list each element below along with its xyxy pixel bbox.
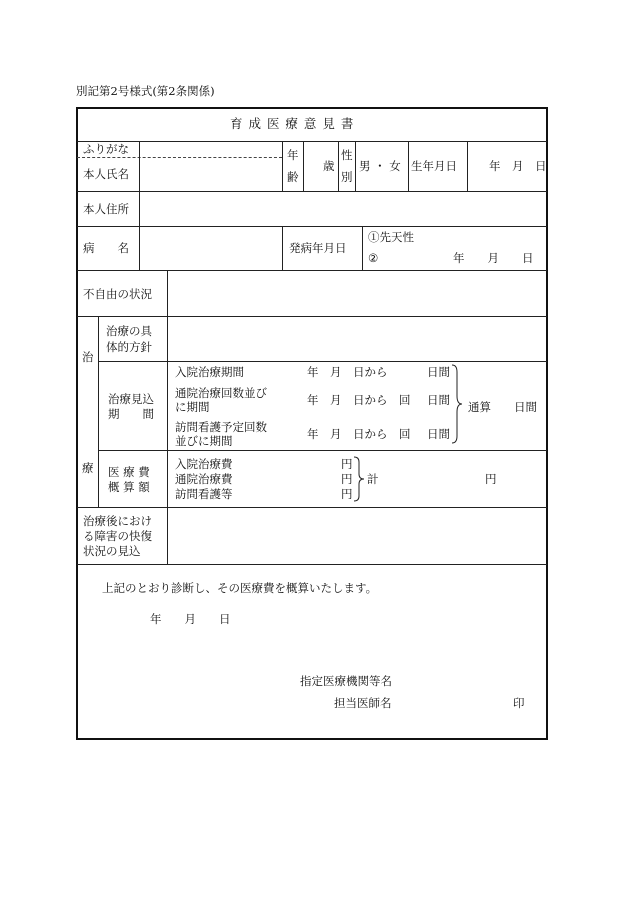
form-header-note: 別記第2号様式(第2条関係): [76, 84, 215, 98]
birthdate-label: 生年月日: [411, 159, 457, 173]
address-label: 本人住所: [83, 202, 129, 216]
visiting-period-label-top: 訪問看護予定回数: [175, 420, 267, 434]
cost-label-top: 医 療 費: [108, 465, 150, 479]
inpatient-cost-label: 入院治療費: [175, 457, 233, 471]
treatment-label-bottom: 療: [82, 461, 94, 475]
onset-left-divider: [282, 226, 283, 270]
cost-total-label: 計: [367, 472, 379, 486]
outpatient-period-from[interactable]: 年 月 日から 回: [307, 393, 411, 407]
cost-brace: [353, 456, 365, 502]
prognosis-label-line-2: る障害の快復: [83, 529, 152, 543]
onset-label: 発病年月日: [289, 241, 347, 255]
inpatient-period-label: 入院治療期間: [175, 365, 244, 379]
age-label-bottom: 齢: [287, 170, 299, 184]
furigana-divider: [77, 157, 282, 158]
treatment-column-divider: [98, 316, 99, 507]
declaration-text: 上記のとおり診断し、その医療費を概算いたします。: [102, 581, 378, 595]
furigana-label: ふりがな: [83, 142, 129, 156]
title-divider: [77, 141, 547, 142]
sex-label-bottom: 別: [341, 170, 353, 184]
period-label-top: 治療見込: [108, 392, 154, 406]
sex-left-divider: [338, 141, 339, 191]
age-label-top: 年: [287, 148, 299, 162]
seal-mark: 印: [513, 696, 525, 710]
label-column-divider: [167, 270, 168, 564]
policy-row-divider: [98, 361, 547, 362]
age-left-divider: [282, 141, 283, 191]
inpatient-period-days: 日間: [427, 365, 450, 379]
period-brace: [451, 364, 463, 444]
visiting-period-label-bottom: 並びに期間: [175, 434, 233, 448]
period-row-divider: [98, 450, 547, 451]
disability-row-divider: [77, 316, 547, 317]
form-title: 育 成 医 療 意 見 書: [230, 116, 355, 131]
age-unit: 歳: [323, 159, 335, 173]
inpatient-cost-unit: 円: [341, 457, 353, 471]
cost-label-bottom: 概 算 額: [108, 480, 150, 494]
birthdate-placeholder[interactable]: 年 月 日: [489, 159, 547, 173]
visiting-cost-label: 訪問看護等: [175, 487, 233, 501]
doctor-label: 担当医師名: [334, 696, 392, 710]
visiting-period-days: 日間: [427, 427, 450, 441]
inpatient-period-from[interactable]: 年 月 日から: [307, 365, 388, 379]
prognosis-row-divider: [77, 564, 547, 565]
outpatient-cost-unit: 円: [341, 472, 353, 486]
sex-label-top: 性: [341, 148, 353, 162]
outpatient-period-label-top: 通院治療回数並び: [175, 386, 267, 400]
visiting-period-from[interactable]: 年 月 日から 回: [307, 427, 411, 441]
total-period-days: 日間: [514, 400, 537, 414]
name-label-divider: [139, 141, 140, 226]
disability-label: 不自由の状況: [83, 287, 152, 301]
name-label: 本人氏名: [83, 167, 129, 181]
declaration-date[interactable]: 年 月 日: [150, 612, 231, 626]
form-frame: [76, 107, 548, 740]
disease-row-divider: [77, 270, 547, 271]
total-period-label: 通算: [468, 400, 491, 414]
sex-label-divider: [355, 141, 356, 191]
birthdate-label-divider: [467, 141, 468, 191]
address-row-divider: [77, 226, 547, 227]
name-row-divider: [77, 191, 547, 192]
institution-label: 指定医療機関等名: [300, 674, 392, 688]
sex-options[interactable]: 男 ・ 女: [359, 159, 401, 173]
policy-label-bottom: 体的方針: [106, 340, 152, 354]
prognosis-label-line-3: 状況の見込: [83, 544, 141, 558]
disease-label-divider: [139, 226, 140, 270]
onset-date-placeholder: 年 月 日: [453, 251, 534, 265]
outpatient-period-days: 日間: [427, 393, 450, 407]
policy-label-top: 治療の具: [106, 324, 152, 338]
onset-option-other[interactable]: ②: [368, 251, 379, 265]
visiting-cost-unit: 円: [341, 487, 353, 501]
cost-total-unit: 円: [485, 472, 497, 486]
onset-option-congenital[interactable]: ①先天性: [368, 230, 414, 244]
onset-label-divider: [362, 226, 363, 270]
outpatient-cost-label: 通院治療費: [175, 472, 233, 486]
birthdate-left-divider: [408, 141, 409, 191]
outpatient-period-label-bottom: に期間: [175, 400, 210, 414]
treatment-label-top: 治: [82, 350, 94, 364]
prognosis-label-line-1: 治療後におけ: [83, 514, 152, 528]
period-label-bottom: 期 間: [108, 407, 154, 421]
age-label-divider: [303, 141, 304, 191]
disease-label: 病 名: [83, 241, 129, 255]
treatment-section-divider: [77, 507, 547, 508]
